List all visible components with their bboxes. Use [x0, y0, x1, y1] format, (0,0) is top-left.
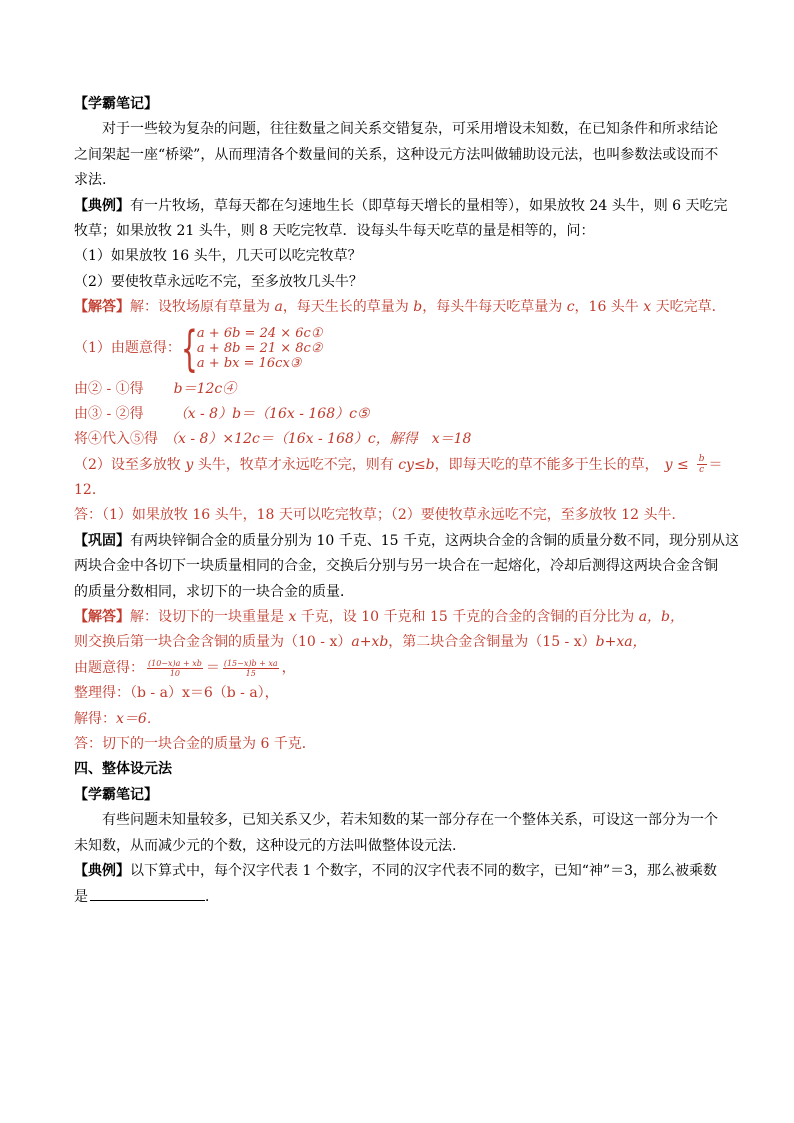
note-title: 【学霸笔记】: [74, 786, 158, 803]
note-text: 之间架起一座“桥梁”，从而理清各个数量间的关系，这种设元方法叫做辅助设元法，也叫参数法或设而不: [74, 146, 719, 163]
consolidation-text: 两块合金中各切下一块质量相同的合金，交换后分别与另一块合在一起熔化，冷却后测得这两块合金含铜: [74, 558, 718, 575]
step-3: 将④代入⑤得 （x - 8）×12c＝（16x - 168）c，解得 x＝18: [74, 431, 472, 448]
answer-2: 答：切下的一块合金的质量为 6 千克．: [74, 735, 316, 752]
equation-1: a + 6b = 24 × 6c①: [196, 326, 323, 342]
document-content: [74, 92, 739, 910]
equation-system: （1）由题意得： { a + 6b = 24 × 6c① a + 8b = 21 × 8c② a + bx = 16cx③: [74, 320, 323, 377]
fraction-left: $\frac{(10-x)a + xb}{10}$: [148, 659, 202, 678]
consolidation-tag: 【巩固】: [74, 532, 130, 549]
note-title: 【学霸笔记】: [74, 96, 158, 112]
example-3-text: 是 ．: [74, 884, 722, 909]
consolidation-text: 的质量分数相同，求切下的一块合金的质量．: [74, 583, 354, 600]
equation-system-block: [180, 320, 323, 377]
solution-tag: 【解答】: [74, 609, 130, 626]
note-text: 求法.: [74, 172, 107, 189]
part-2-solution: （2）设至多放牧 y 头牛，牧草才永远吃不完，则有 cy≤b，即每天吃的草不能多于生长的草， y ≤ $\frac{b}{c}$ ＝: [74, 454, 723, 476]
example-3-paragraph: 【典例】以下算式中，每个汉字代表 1 个数字，不同的汉字代表不同的数字，已知“神”＝3，那么被乘数: [74, 862, 718, 879]
example-text: 牧草；如果放牧 21 头牛，则 8 天吃完牧草．设每头牛每天吃草的量是相等的，问：: [74, 222, 595, 239]
step-2: 由③ - ②得 （x - 8）b＝（16x - 168）c⑤: [74, 405, 370, 422]
consolidation-paragraph: 【巩固】有两块锌铜合金的质量分别为 10 千克、15 千克，这两块合金的含铜的质量分数不同，现分别从这: [74, 532, 739, 549]
solution-2-line: 则交换后第一块合金含铜的质量为（10 - x）a+xb，第二块合金含铜量为（15 - x）b+xa，: [74, 634, 647, 651]
section-title: 四、整体设元法: [74, 761, 172, 778]
example-text: 有一片牧场，草每天都在匀速地生长（即草每天增长的量相等），如果放牧 24 头牛，则 6 天吃完: [130, 197, 728, 214]
example-paragraph: [74, 194, 728, 219]
equation-2: a + 8b = 21 × 8c②: [196, 341, 323, 357]
solution-2-simplify: 整理得：（b - a）x＝6（b - a），: [74, 685, 279, 702]
solution-tag: 【解答】: [74, 299, 130, 316]
question-1: （1）如果放牧 16 头牛，几天可以吃完牧草？: [74, 248, 362, 265]
note-text: 有些问题未知量较多，已知关系又少，若未知数的某一部分存在一个整体关系，可设这一部分为一个: [102, 812, 718, 829]
note-text: 未知数，从而减少元的个数，这种设元的方法叫做整体设元法.: [74, 837, 457, 854]
fraction-b-over-c: $\frac{b}{c}$: [698, 454, 705, 476]
solution-2-line: 【解答】解：设切下的一块重量是 x 千克，设 10 千克和 15 千克的合金的含铜的百分比为 a，b，: [74, 609, 685, 626]
example-tag: 【典例】: [74, 862, 130, 879]
answer-blank[interactable]: [90, 884, 205, 901]
equation-3: a + bx = 16cx③: [196, 356, 302, 372]
step-1: 由② - ①得 b＝12c④: [74, 380, 237, 397]
fraction-equation: 由题意得： $\frac{(10-x)a + xb}{10}$ ＝ $\frac{(15-x)b + xa}{15}$ ，: [74, 659, 296, 678]
question-2: （2）要使牧草永远吃不完，至多放牧几头牛？: [74, 273, 363, 290]
fraction-right: $\frac{(15-x)b + xa}{15}$: [223, 659, 278, 678]
note-text: 对于一些较为复杂的问题，往往数量之间关系交错复杂，可采用增设未知数，在已知条件和所求结论: [102, 121, 718, 138]
solution-2-result: 解得：x＝6．: [74, 710, 161, 727]
answer-1: 答：（1）如果放牧 16 头牛，18 天可以吃完牧草；（2）要使牧草永远吃不完，至多放牧 12 头牛．: [74, 507, 686, 524]
brace: {: [180, 320, 198, 377]
solution-line: 【解答】解：设牧场原有草量为 a，每天生长的草量为 b，每头牛每天吃草量为 c，16 头牛 x 天吃完草．: [74, 299, 726, 316]
part-2-result: 12．: [74, 482, 106, 499]
example-tag: 【典例】: [74, 197, 130, 214]
